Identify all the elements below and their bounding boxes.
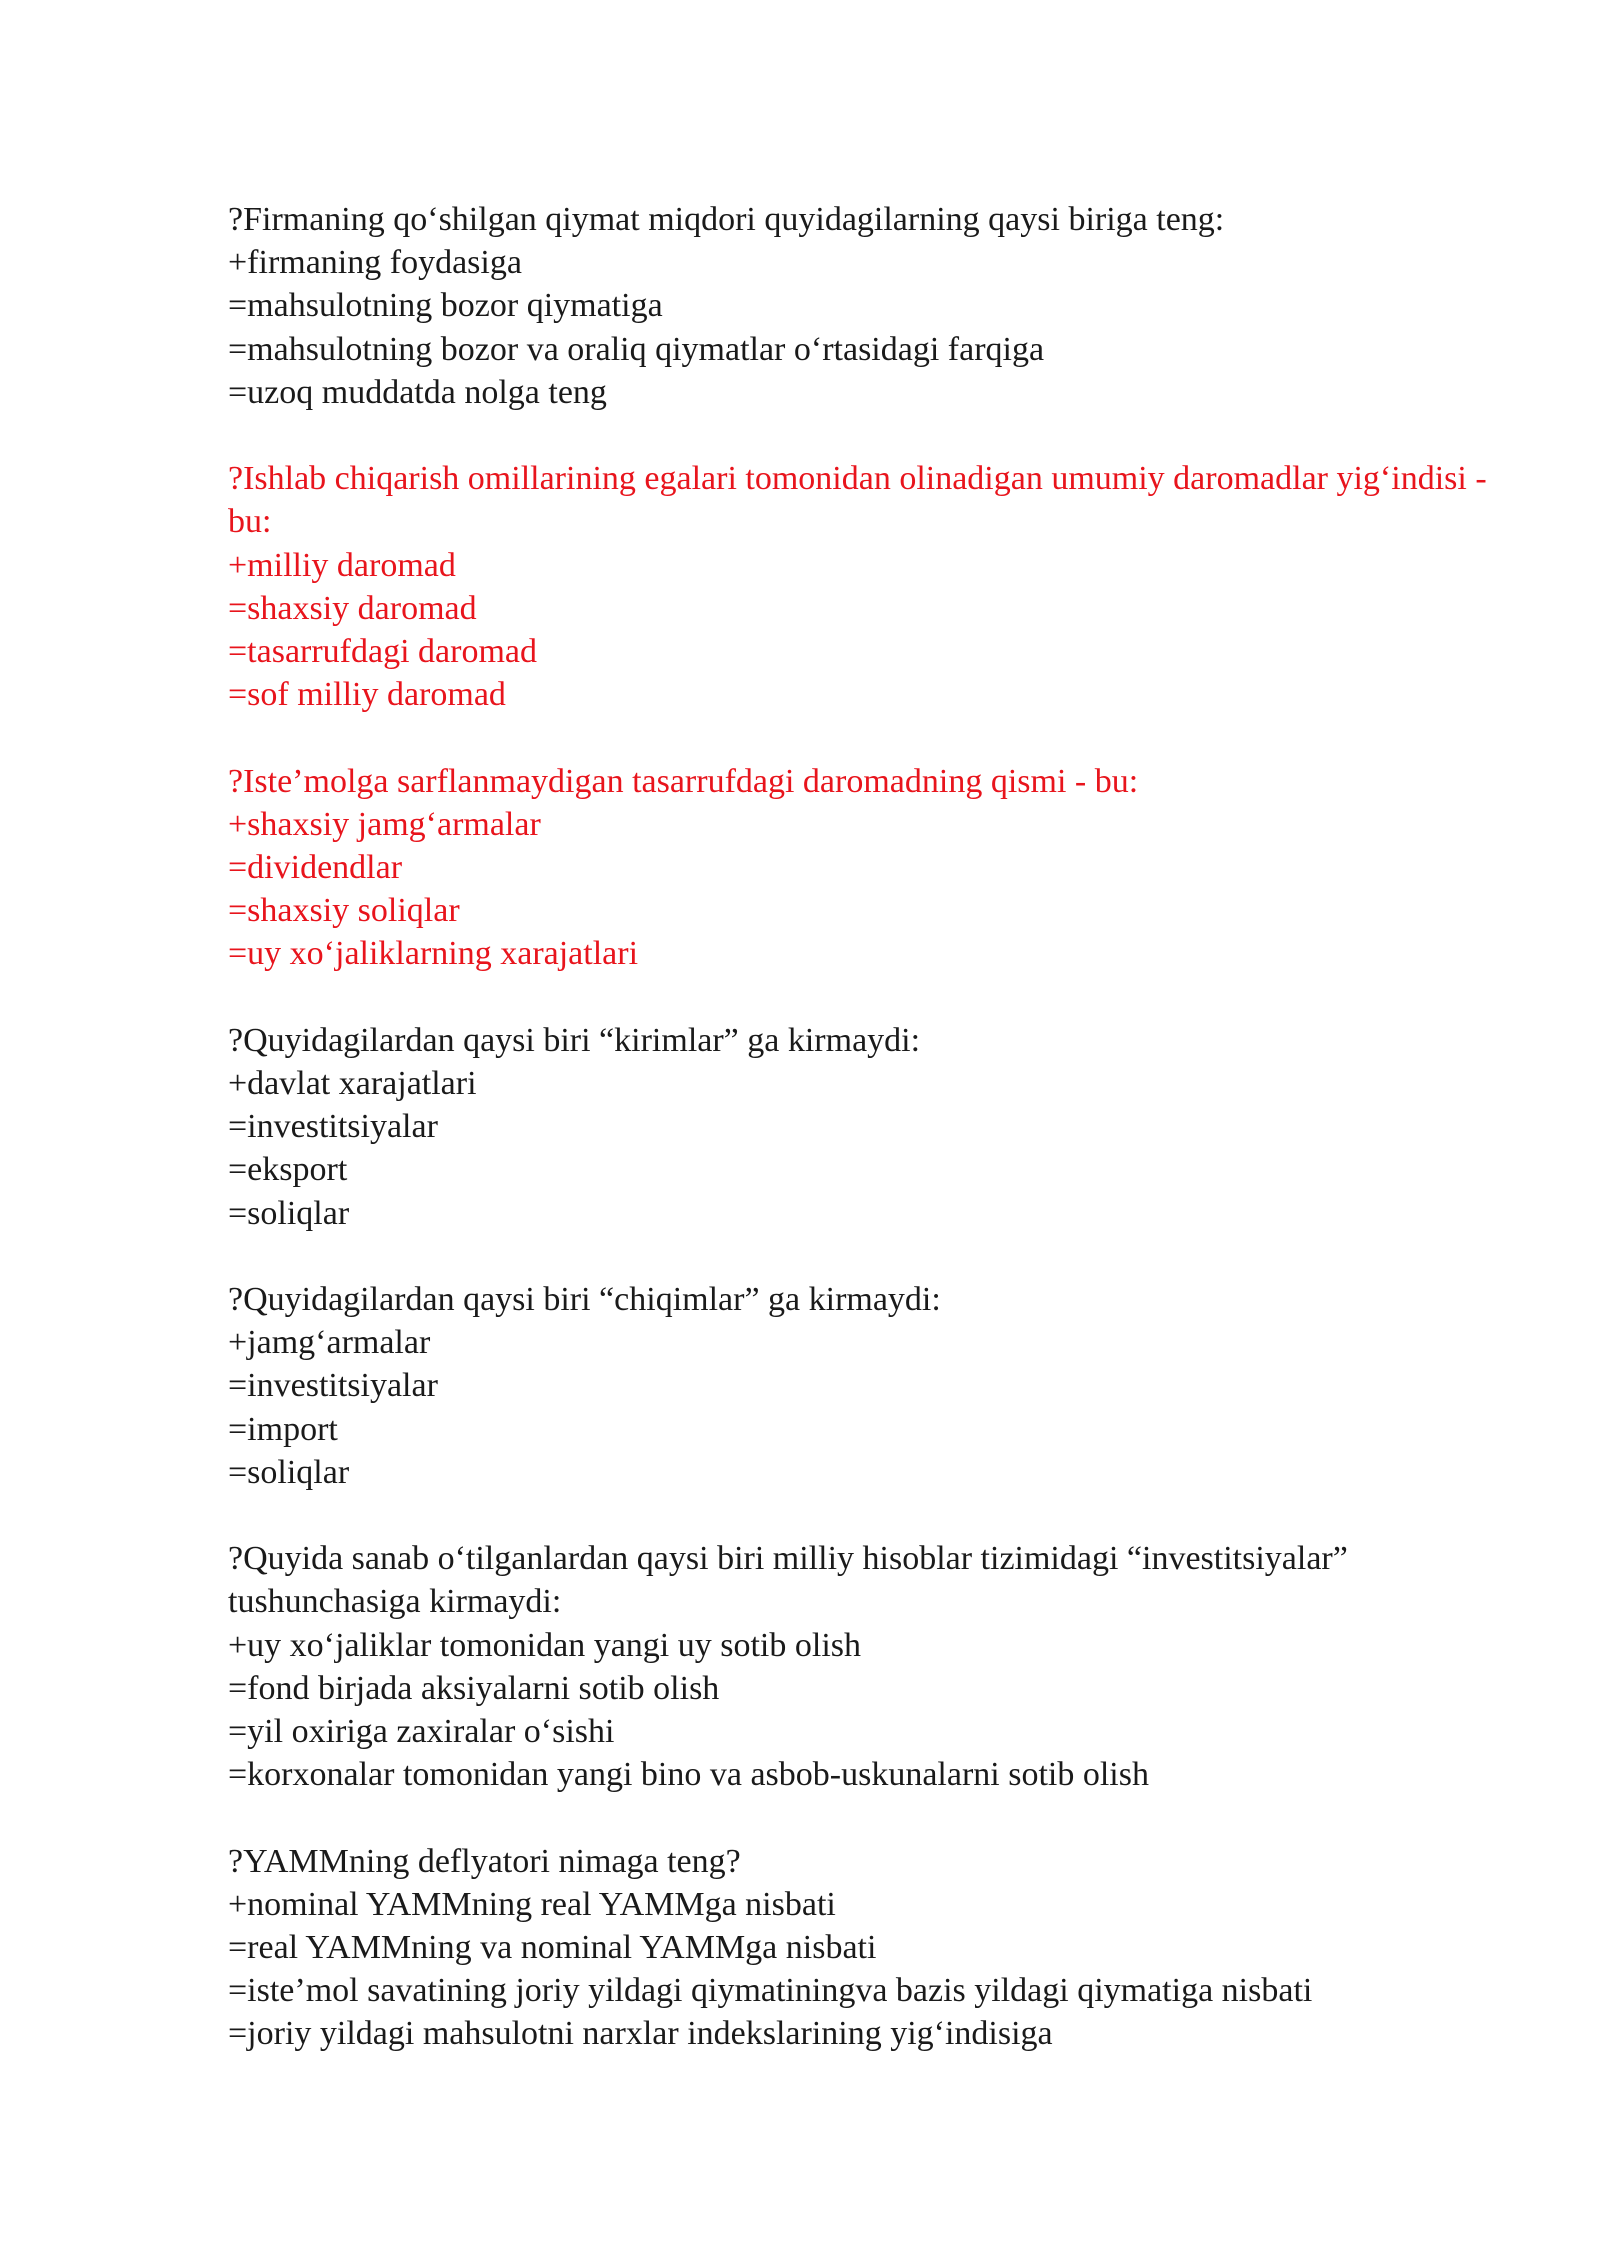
question-text: ?Quyida sanab o‘tilganlardan qaysi biri milliy hisoblar tizimidagi “investitsiyalar” tushunchasiga kirmaydi: [228, 1540, 1348, 1621]
document-page [228, 198, 1518, 2099]
answer-option: =joriy yildagi mahsulotni narxlar indekslarining yig‘indisiga [228, 2015, 1053, 2053]
question-block-3 [228, 760, 1518, 976]
answer-option: +nominal YAMMning real YAMMga nisbati [228, 1885, 836, 1923]
answer-option: =uy xo‘jaliklarning xarajatlari [228, 935, 639, 973]
answer-option: =iste’mol savatining joriy yildagi qiymatiningva bazis yildagi qiymatiga nisbati [228, 1972, 1313, 2010]
answer-option: =soliqlar [228, 1194, 350, 1232]
answer-option: =tasarrufdagi daromad [228, 633, 537, 671]
answer-option: =shaxsiy soliqlar [228, 892, 460, 930]
question-block-6 [228, 1537, 1518, 1796]
question-text: ?Firmaning qo‘shilgan qiymat miqdori quyidagilarning qaysi biriga teng: [228, 201, 1225, 238]
answer-option: +milliy daromad [228, 546, 456, 584]
answer-option: =investitsiyalar [228, 1108, 438, 1146]
question-text: ?Quyidagilardan qaysi biri “chiqimlar” ga kirmaydi: [228, 1281, 941, 1319]
answer-option: =shaxsiy daromad [228, 589, 477, 627]
question-block-2 [228, 457, 1518, 716]
question-text: ?Ishlab chiqarish omillarining egalari tomonidan olinadigan umumiy daromadlar yig‘indisi - bu: [228, 460, 1487, 541]
answer-option: +jamg‘armalar [228, 1324, 431, 1362]
question-block-7 [228, 1840, 1518, 2056]
question-text: ?Iste’molga sarflanmaydigan tasarrufdagi daromadning qismi - bu: [228, 762, 1139, 800]
answer-option: +firmaning foydasiga [228, 244, 522, 282]
answer-option: =mahsulotning bozor va oraliq qiymatlar o‘rtasidagi farqiga [228, 330, 1045, 368]
answer-option: =investitsiyalar [228, 1367, 438, 1405]
answer-option: =sof milliy daromad [228, 676, 506, 714]
answer-option: =real YAMMning va nominal YAMMga nisbati [228, 1929, 877, 1967]
answer-option: =korxonalar tomonidan yangi bino va asbob-uskunalarni sotib olish [228, 1756, 1149, 1794]
answer-option: =dividendlar [228, 849, 403, 887]
question-block-4 [228, 1019, 1518, 1235]
answer-option: =fond birjada aksiyalarni sotib olish [228, 1669, 720, 1707]
answer-option: =soliqlar [228, 1453, 350, 1491]
answer-option: +davlat xarajatlari [228, 1065, 477, 1103]
question-text: ?YAMMning deflyatori nimaga teng? [228, 1842, 741, 1880]
answer-option: +uy xo‘jaliklar tomonidan yangi uy sotib olish [228, 1626, 862, 1664]
answer-option: =uzoq muddatda nolga teng [228, 373, 607, 411]
answer-option: =mahsulotning bozor qiymatiga [228, 287, 663, 325]
answer-option: =yil oxiriga zaxiralar o‘sishi [228, 1713, 615, 1751]
question-text: ?Quyidagilardan qaysi biri “kirimlar” ga kirmaydi: [228, 1021, 921, 1059]
answer-option: +shaxsiy jamg‘armalar [228, 805, 541, 843]
answer-option: =eksport [228, 1151, 348, 1189]
question-block-5 [228, 1278, 1518, 1494]
question-block-1 [228, 198, 1518, 414]
answer-option: =import [228, 1410, 338, 1448]
